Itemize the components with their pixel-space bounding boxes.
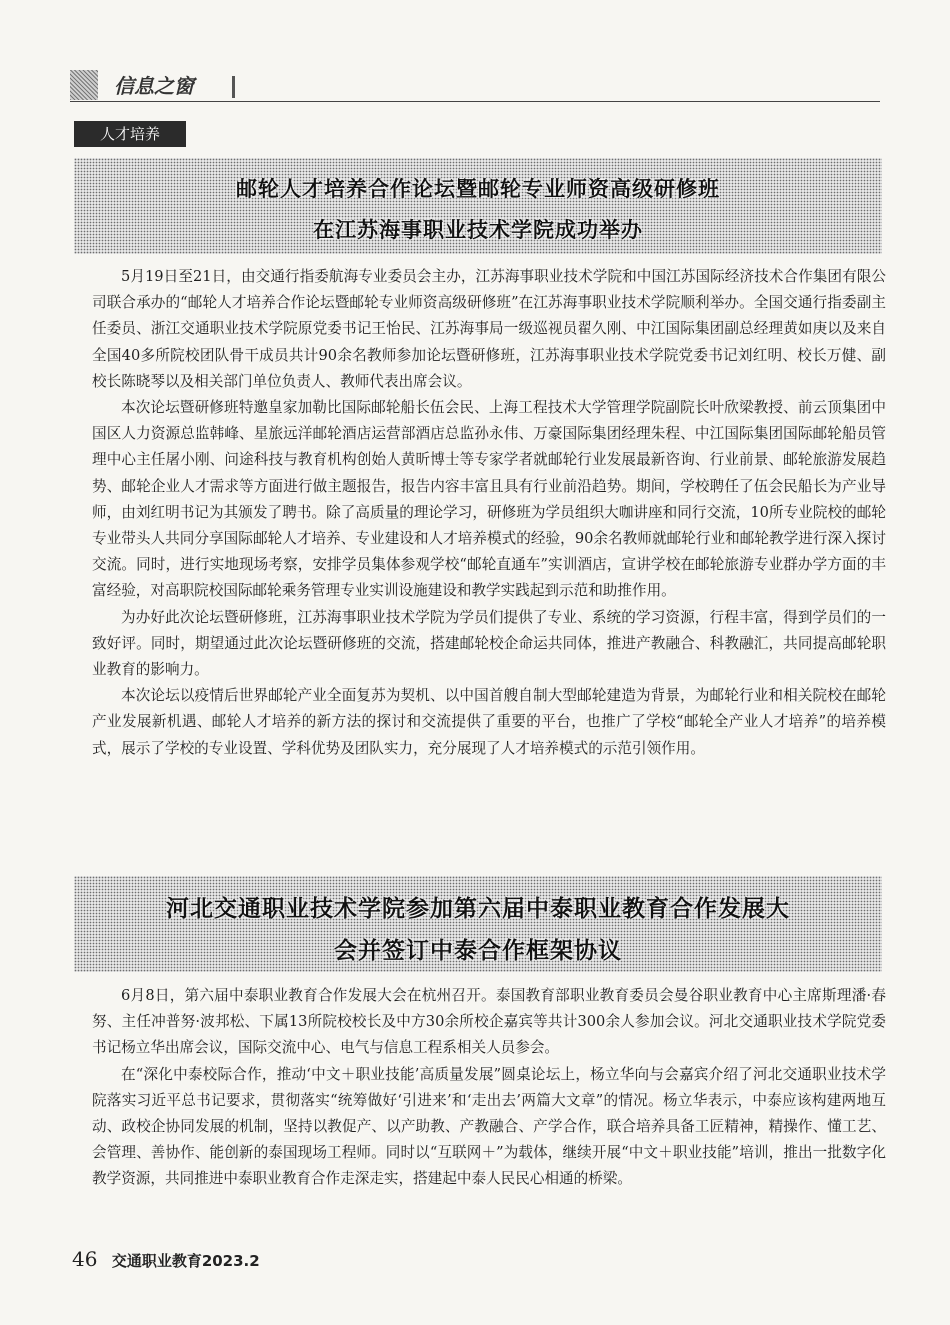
header-decoration [70,70,98,100]
header-divider [232,76,235,98]
article1-body [92,264,886,762]
page-footer [72,1247,260,1271]
header-rule [70,101,880,102]
article1-headline-line2: 在江苏海事职业技术学院成功举办 [313,218,643,242]
article1-paragraph: 为办好此次论坛暨研修班，江苏海事职业技术学院为学员们提供了专业、系统的学习资源，行程丰富，得到学员们的一致好评。同时，期望通过此次论坛暨研修班的交流，搭建邮轮校企命运共同体，推进产教融合、科教融汇，共同提高邮轮职业教育的影响力。 [92,608,886,679]
article2-headline [74,876,882,972]
column-title: 信息之窗 [114,74,194,98]
article2-body [92,983,886,1193]
article2-headline-line1: 河北交通职业技术学院参加第六届中泰职业教育合作发展大 [166,896,790,922]
article2-headline-line2: 会并签订中泰合作框架协议 [334,938,622,964]
column-header [70,70,880,102]
article1-paragraph: 本次论坛以疫情后世界邮轮产业全面复苏为契机、以中国首艘自制大型邮轮建造为背景，为邮轮行业和相关院校在邮轮产业发展新机遇、邮轮人才培养的新方法的探讨和交流提供了重要的平台，也推广了学校“邮轮全产业人才培养”的培养模式，展示了学校的专业设置、学科优势及团队实力，充分展现了人才培养模式的示范引领作用。 [92,687,886,757]
article1-paragraph: 本次论坛暨研修班特邀皇家加勒比国际邮轮船长伍会民、上海工程技术大学管理学院副院长叶欣梁教授、前云顶集团中国区人力资源总监韩峰、星旅远洋邮轮酒店运营部酒店总监孙永伟、万豪国际集团经理朱程、中江国际集团国际邮轮船员管理中心主任屠小刚、问途科技与教育机构创始人黄昕博士等专家学者就邮轮行业发展最新咨询、行业前景、邮轮旅游发展趋势、邮轮企业人才需求等方面进行做主题报告，报告内容丰富且具有行业前沿趋势。期间，学校聘任了伍会民船长为产业导师，由刘红明书记为其颁发了聘书。除了高质量的理论学习，研修班为学员组织大咖讲座和同行交流，10所专业院校的邮轮专业带头人共同分享国际邮轮人才培养、专业建设和人才培养模式的经验，90余名教师就邮轮行业和邮轮教学进行深入探讨交流。同时，进行实地现场考察，安排学员集体参观学校“邮轮直通车”实训酒店，宣讲学校在邮轮旅游专业群办学方面的丰富经验，对高职院校国际邮轮乘务管理专业实训设施建设和教学实践起到示范和助推作用。 [92,399,886,600]
article2-paragraph: 在“深化中泰校际合作，推动‘中文＋职业技能’高质量发展”圆桌论坛上，杨立华向与会嘉宾介绍了河北交通职业技术学院落实习近平总书记要求，贯彻落实“统筹做好‘引进来’和‘走出去’两篇大文章”的情况。杨立华表示，中泰应该构建两地互动、政校企协同发展的机制，坚持以教促产、以产助教、产教融合、产学合作，联合培养具备工匠精神，精操作、懂工艺、会管理、善协作、能创新的泰国现场工程师。同时以“互联网＋”为载体，继续开展“中文＋职业技能”培训，推出一批数字化教学资源，共同推进中泰职业教育合作走深走实，搭建起中泰人民民心相通的桥梁。 [92,1065,886,1188]
article2-paragraph: 6月8日，第六届中泰职业教育合作发展大会在杭州召开。泰国教育部职业教育委员会曼谷职业教育中心主席斯理潘·春努、主任冲普努·波邦松、下属13所院校校长及中方30余所校企嘉宾等共计300余人参加会议。河北交通职业技术学院党委书记杨立华出席会议，国际交流中心、电气与信息工程系相关人员参会。 [92,987,886,1057]
article1-paragraph: 5月19日至21日，由交通行指委航海专业委员会主办，江苏海事职业技术学院和中国江苏国际经济技术合作集团有限公司联合承办的“邮轮人才培养合作论坛暨邮轮专业师资高级研修班”在江苏海事职业技术学院顺利举办。全国交通行指委副主任委员、浙江交通职业技术学院原党委书记王怡民、江苏海事局一级巡视员翟久刚、中江国际集团副总经理黄如庚以及来自全国40多所院校团队骨干成员共计90余名教师参加论坛暨研修班，江苏海事职业技术学院党委书记刘红明、校长万健、副校长陈晓琴以及相关部门单位负责人、教师代表出席会议。 [92,268,886,390]
article1-headline [74,158,882,254]
page-number: 46 [72,1247,98,1271]
article1-headline-line1: 邮轮人才培养合作论坛暨邮轮专业师资高级研修班 [236,177,720,201]
section-label: 人才培养 [74,121,186,147]
journal-name: 交通职业教育2023.2 [111,1252,260,1270]
